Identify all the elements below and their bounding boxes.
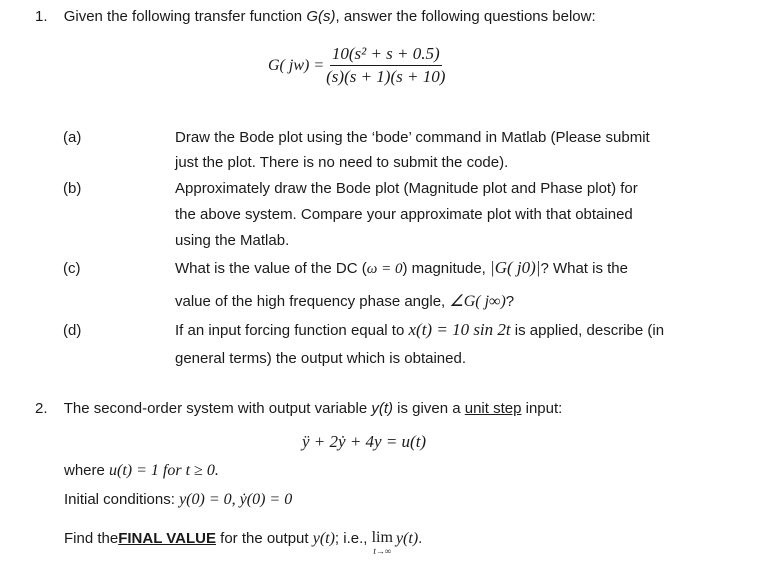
omega-zero: ω = 0 xyxy=(366,261,403,277)
question-text: Given the following transfer function xyxy=(63,8,307,25)
limit-operator xyxy=(372,530,393,556)
part-d-line-2: general terms) the output which is obtained. xyxy=(175,350,466,367)
part-c-text: value of the high frequency phase angle, xyxy=(175,293,450,310)
transfer-function-equation xyxy=(268,44,445,87)
part-c-text: ? xyxy=(505,293,515,310)
limit-word: lim xyxy=(371,529,393,546)
part-c-line-2 xyxy=(175,291,514,311)
unit-step-definition: u(t) = 1 for t ≥ 0. xyxy=(109,462,219,479)
equation-denominator: (s)(s + 1)(s + 10) xyxy=(326,67,446,86)
part-a-label: (a) xyxy=(63,129,82,146)
final-value-line xyxy=(64,530,422,556)
initial-conditions-expression: y(0) = 0, ẏ(0) = 0 xyxy=(179,491,293,508)
part-a-line-2: just the plot. There is no need to submit the code). xyxy=(175,154,509,171)
find-text: Find the xyxy=(64,530,119,547)
unit-step-term: unit step xyxy=(464,400,522,417)
part-c-text: What is the value of the DC ( xyxy=(175,260,367,277)
question-text: is given a xyxy=(393,400,465,417)
part-b-line-3: using the Matlab. xyxy=(175,232,290,249)
question-1-stem xyxy=(35,8,596,25)
part-d-text: If an input forcing function equal to xyxy=(175,322,409,339)
final-value-emphasis: FINAL VALUE xyxy=(118,530,216,547)
part-c-line-1 xyxy=(175,258,628,278)
find-end: . xyxy=(418,530,423,547)
equation-numerator: 10(s² + s + 0.5) xyxy=(330,44,442,66)
equation-lhs: G( jw) = xyxy=(268,56,325,74)
dc-magnitude-expression: |G( j0)| xyxy=(490,258,541,277)
part-d-text: is applied, describe (in xyxy=(510,322,665,339)
output-variable: y(t) xyxy=(371,400,394,417)
limit-subscript: t→∞ xyxy=(373,546,392,556)
where-text: where xyxy=(64,462,110,479)
part-a-line-1: Draw the Bode plot using the ‘bode’ command in Matlab (Please submit xyxy=(175,129,650,146)
initial-conditions-text: Initial conditions: xyxy=(64,491,180,508)
find-text: ; i.e., xyxy=(334,530,372,547)
input-function-expression: x(t) = 10 sin 2t xyxy=(408,320,511,339)
initial-conditions-line xyxy=(64,491,292,509)
question-number: 2. xyxy=(35,400,48,417)
differential-equation: ÿ + 2ẏ + 4y = u(t) xyxy=(302,432,427,451)
question-text-end: , answer the following questions below: xyxy=(335,8,596,25)
part-c-text: ? What is the xyxy=(540,260,628,277)
phase-angle-expression: ∠G( j∞) xyxy=(449,293,506,310)
question-2-stem xyxy=(35,400,562,417)
question-text-end: input: xyxy=(521,400,563,417)
limit-expression: y(t) xyxy=(395,530,419,547)
part-b-line-2: the above system. Compare your approximate plot with that obtained xyxy=(175,206,633,223)
part-c-text: ) magnitude, xyxy=(402,260,491,277)
part-b-line-1: Approximately draw the Bode plot (Magnitude plot and Phase plot) for xyxy=(175,180,638,197)
part-d-line-1 xyxy=(175,320,664,340)
part-c-label: (c) xyxy=(63,260,81,277)
find-text: for the output xyxy=(215,530,313,547)
equation-fraction xyxy=(326,44,445,87)
question-text: The second-order system with output variable xyxy=(63,400,372,417)
function-name: G(s) xyxy=(306,8,336,25)
part-b-label: (b) xyxy=(63,180,82,197)
where-line xyxy=(64,462,219,480)
part-d-label: (d) xyxy=(63,322,82,339)
question-number: 1. xyxy=(35,8,48,25)
output-expression: y(t) xyxy=(312,530,335,547)
